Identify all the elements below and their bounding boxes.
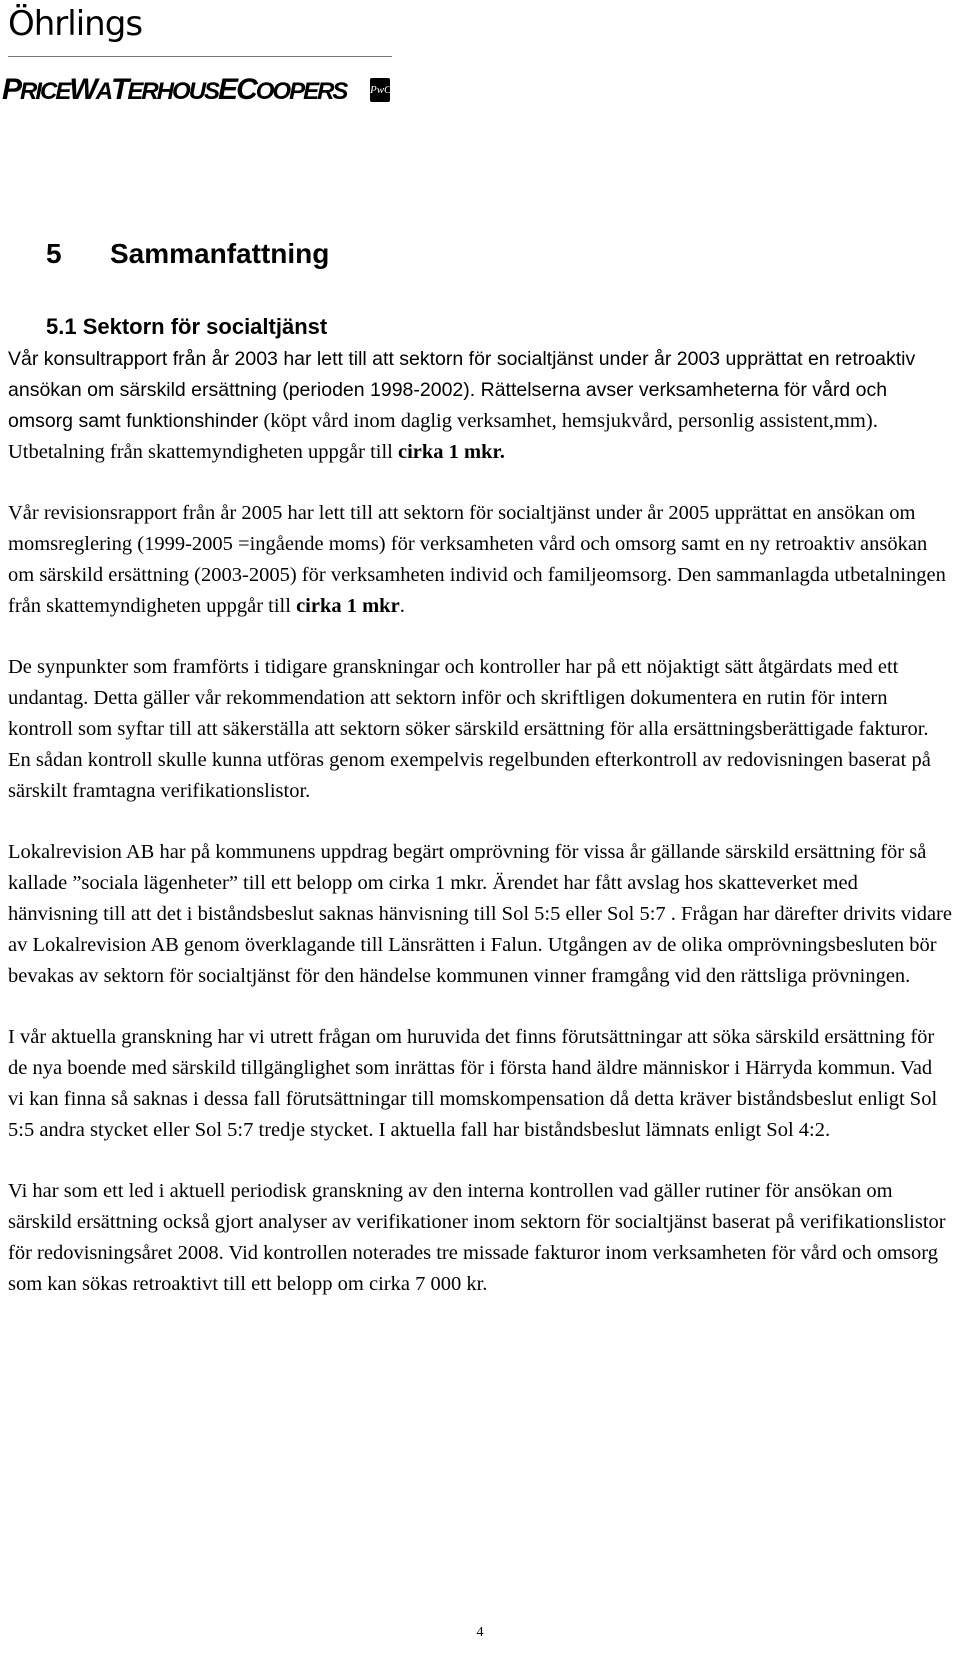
subsection-heading: 5.1 Sektorn för socialtjänst [46,314,328,339]
logo-pricewaterhousecoopers: PRICEWATERHOUSECOOPERS [2,73,347,106]
paragraph-2: Vår revisionsrapport från år 2005 har lett till att sektorn för socialtjänst under år 2005 upprättat en ansökan om momsreglering (1999-2005 =ingående moms) för verksamheten vård och omsorg samt en ny retroaktiv ansökan om särskild ersättning (2003-2005) för verksamheten individ och familjeomsorg. Den sammanlagda utbetalningen från skattemyndigheten uppgår till cirka 1 mkr. [8,502,946,617]
paragraph-1: Vår konsultrapport från år 2003 har lett till att sektorn för socialtjänst under år 2003 upprättat en retroaktiv ansökan om särskild ersättning (perioden 1998-2002). Rättelserna avser verksamheterna för vård och omsorg samt funktionshinder (köpt vård inom daglig verksamhet, hemsjukvård, personlig assistent,mm). Utbetalning från skattemyndigheten uppgår till cirka 1 mkr. [8,348,916,463]
section-heading [46,234,329,274]
logo-ohrlings: Öhrlings [8,4,143,44]
paragraph-6: Vi har som ett led i aktuell periodisk granskning av den interna kontrollen vad gäller rutiner för ansökan om särskild ersättning också gjort analyser av verifikationer inom sektorn för socialtjänst baserat på verifikationslistor för redovisningsåret 2008. Vid kontrollen noterades tre missade fakturor inom verksamheten för vård och omsorg som kan sökas retroaktivt till ett belopp om cirka 7 000 kr. [8,1180,946,1295]
logo-divider [8,56,392,57]
paragraph-5: I vår aktuella granskning har vi utrett frågan om huruvida det finns förutsättningar att söka särskild ersättning för de nya boende med särskild tillgänglighet som inrättas för i första hand äldre människor i Härryda kommun. Vad vi kan finna så saknas i dessa fall förutsättningar till momskompensation då detta kräver biståndsbeslut enligt Sol 5:5 andra stycket eller Sol 5:7 tredje stycket. I aktuella fall har biståndsbeslut lämnats enligt Sol 4:2. [8,1026,938,1141]
paragraph-3: De synpunkter som framförts i tidigare granskningar och kontroller har på ett nöjaktigt sätt åtgärdats med ett undantag. Detta gäller vår rekommendation att sektorn inför och skriftligen dokumentera en rutin för intern kontroll som syftar till att säkerställa att sektorn söker särskild ersättning för alla ersättningsberättigade fakturor. En sådan kontroll skulle kunna utföras genom exempelvis regelbunden efterkontroll av redovisningen baserat på särskilt framtagna verifikationslistor. [8,656,931,802]
paragraph-4: Lokalrevision AB har på kommunens uppdrag begärt omprövning för vissa år gällande särskild ersättning för så kallade ”sociala lägenheter” till ett belopp om cirka 1 mkr. Ärendet har fått avslag hos skatteverket med hänvisning till att det i biståndsbeslut saknas hänvisning till Sol 5:5 eller Sol 5:7 . Frågan har därefter drivits vidare av Lokalrevision AB genom överklagande till Länsrätten i Falun. Utgången av de olika omprövningsbesluten bör bevakas av sektorn för socialtjänst för den händelse kommunen vinner framgång vid den rättsliga prövningen. [8,841,952,987]
logo-badge-icon: PwC [370,78,390,102]
document-body [8,344,952,1330]
page-number: 4 [476,1625,484,1640]
section-title: Sammanfattning [110,238,330,269]
section-number: 5 [46,238,62,269]
